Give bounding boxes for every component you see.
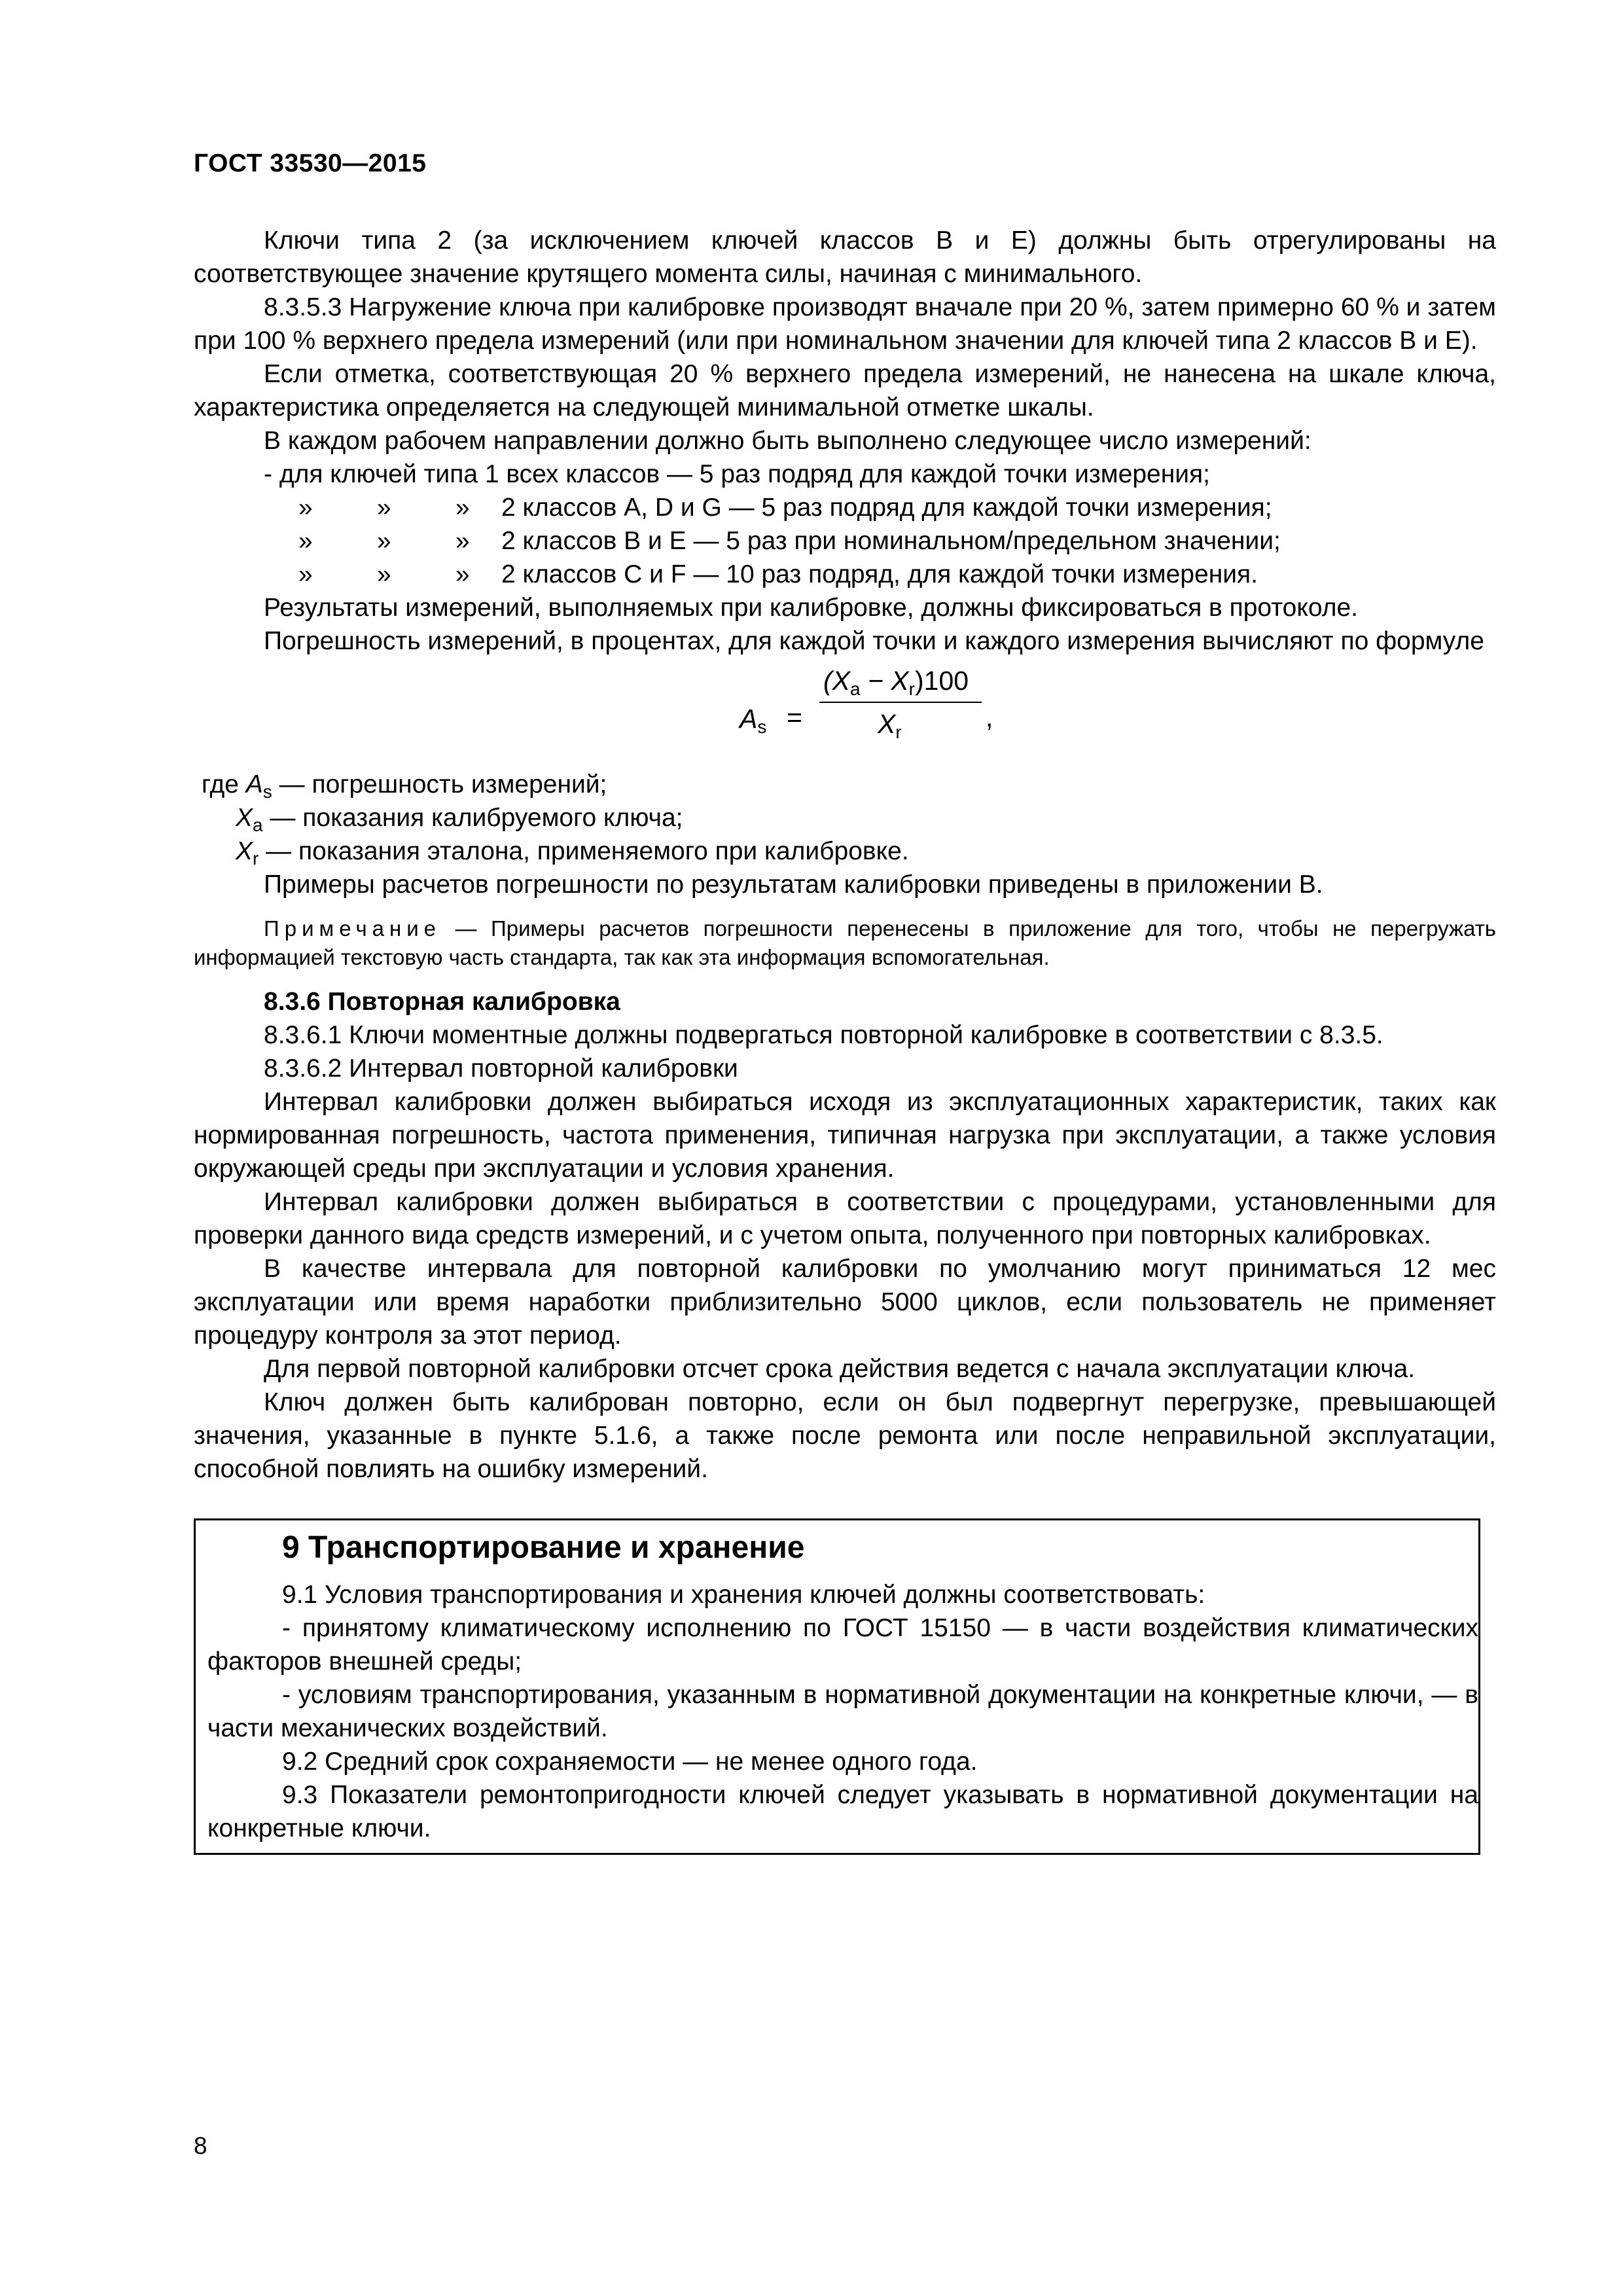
list-item [194, 558, 1496, 591]
paragraph: Интервал калибровки должен выбираться исходя из эксплуатационных характеристик, таких как нормированная погрешность, частота применения, типичная нагрузка при эксплуатации, а также условия окружающей среды при эксплуатации и условия хранения. [194, 1088, 1496, 1183]
section-9-box [194, 1518, 1480, 1855]
formula-numerator: $(X_a - X_r)100$ [823, 666, 969, 699]
where-line-as: где $A_s$ — погрешность измерений; [202, 770, 607, 802]
ditto-mark: » [455, 527, 470, 555]
note-label: Примечание [264, 916, 442, 941]
error-formula [194, 658, 1496, 768]
list-item: - для ключей типа 1 всех классов — 5 раз подряд для каждой точки измерения; [264, 460, 1210, 488]
paragraph: 9.3 Показатели ремонтопригодности ключей следует указывать в нормативной документации на конкретные ключи. [207, 1781, 1478, 1842]
ditto-mark: » [455, 493, 470, 522]
paragraph: 9.1 Условия транспортирования и хранения ключей должны соответствовать: [282, 1581, 1205, 1609]
paragraph: В каждом рабочем направлении должно быть выполнено следующее число измерений: [264, 427, 1311, 455]
paragraph: 8.3.6.2 Интервал повторной калибровки [264, 1054, 738, 1083]
paragraph: 8.3.6.1 Ключи моментные должны подвергаться повторной калибровке в соответствии с 8.3.5. [264, 1021, 1383, 1049]
ditto-mark: » [377, 527, 391, 555]
list-item-text: 2 классов A, D и G — 5 раз подряд для каждой точки измерения; [501, 493, 1272, 522]
section-heading-9: 9 Транспортирование и хранение [282, 1530, 805, 1565]
list-item-text: 2 классов C и F — 10 раз подряд, для каждой точки измерения. [501, 560, 1258, 588]
ditto-mark: » [298, 560, 313, 588]
where-line-xa: $X_a$ — показания калибруемого ключа; [236, 804, 683, 835]
document-code-header: ГОСТ 33530—2015 [194, 149, 427, 177]
where-line-xr: $X_r$ — показания эталона, применяемого при калибровке. [236, 837, 909, 869]
paragraph: Интервал калибровки должен выбираться в соответствии с процедурами, установленными для проверки данного вида средств измерений, и с учетом опыта, полученного при повторных калибровках. [194, 1188, 1496, 1249]
paragraph-8-3-5-3: 8.3.5.3 Нагружение ключа при калибровке производят вначале при 20 %, затем примерно 60 % и затем при 100 % верхнего предела измерений (или при номинальном значении для ключей типа 2 классов B и E). [194, 293, 1496, 355]
paragraph: Если отметка, соответствующая 20 % верхнего предела измерений, не нанесена на шкале ключа, характеристика определяется на следующей минимальной отметке шкалы. [194, 360, 1496, 422]
formula-lhs: $A_s$ [740, 704, 767, 737]
list-item [194, 491, 1496, 524]
paragraph: Примеры расчетов погрешности по результатам калибровки приведены в приложении В. [264, 870, 1323, 899]
fraction-bar [819, 702, 982, 703]
list-item [194, 524, 1496, 558]
main-text [194, 224, 1496, 1855]
ditto-mark: » [377, 493, 391, 522]
list-item: - принятому климатическому исполнению по ГОСТ 15150 — в части воздействия климатических факторов внешней среды; [207, 1614, 1478, 1676]
note-text: — Примеры расчетов погрешности перенесены в приложение для того, чтобы не перегружать информацией текстовую часть стандарта, так как эта информация вспомогательная. [194, 916, 1496, 969]
ditto-mark: » [455, 560, 470, 588]
paragraph: В качестве интервала для повторной калибровки по умолчанию могут приниматься 12 мес эксплуатации или время наработки приблизительно 5000 циклов, если пользователь не применяет процедуру контроля за этот период. [194, 1255, 1496, 1350]
document-page [194, 0, 1496, 2296]
formula-equals: = [787, 702, 802, 732]
ditto-mark: » [377, 560, 391, 588]
paragraph: 9.2 Средний срок сохраняемости — не менее одного года. [282, 1748, 978, 1776]
ditto-mark: » [298, 493, 313, 522]
paragraph: Ключ должен быть калиброван повторно, если он был подвергнут перегрузке, превышающей значения, указанные в пункте 5.1.6, а также после ремонта или после неправильной эксплуатации, способной повлиять на ошибку измерений. [194, 1388, 1496, 1483]
paragraph: Погрешность измерений, в процентах, для каждой точки и каждого измерения вычисляют по формуле [264, 627, 1484, 655]
formula-comma: , [986, 702, 993, 732]
formula-denominator: $X_r$ [878, 709, 902, 742]
list-item-text: 2 классов B и E — 5 раз при номинальном/предельном значении; [501, 527, 1281, 555]
list-item: - условиям транспортирования, указанным в нормативной документации на конкретные ключи, — в части механических воздействий. [207, 1681, 1478, 1742]
paragraph: Результаты измерений, выполняемых при калибровке, должны фиксироваться в протоколе. [264, 594, 1358, 622]
note [194, 914, 1496, 972]
page-number: 8 [194, 2132, 207, 2159]
ditto-mark: » [298, 527, 313, 555]
paragraph: Для первой повторной калибровки отсчет срока действия ведется с начала эксплуатации ключа. [264, 1355, 1416, 1383]
paragraph: Ключи типа 2 (за исключением ключей классов B и E) должны быть отрегулированы на соответствующее значение крутящего момента силы, начиная с минимального. [194, 226, 1496, 288]
section-heading-8-3-6: 8.3.6 Повторная калибровка [264, 988, 620, 1016]
